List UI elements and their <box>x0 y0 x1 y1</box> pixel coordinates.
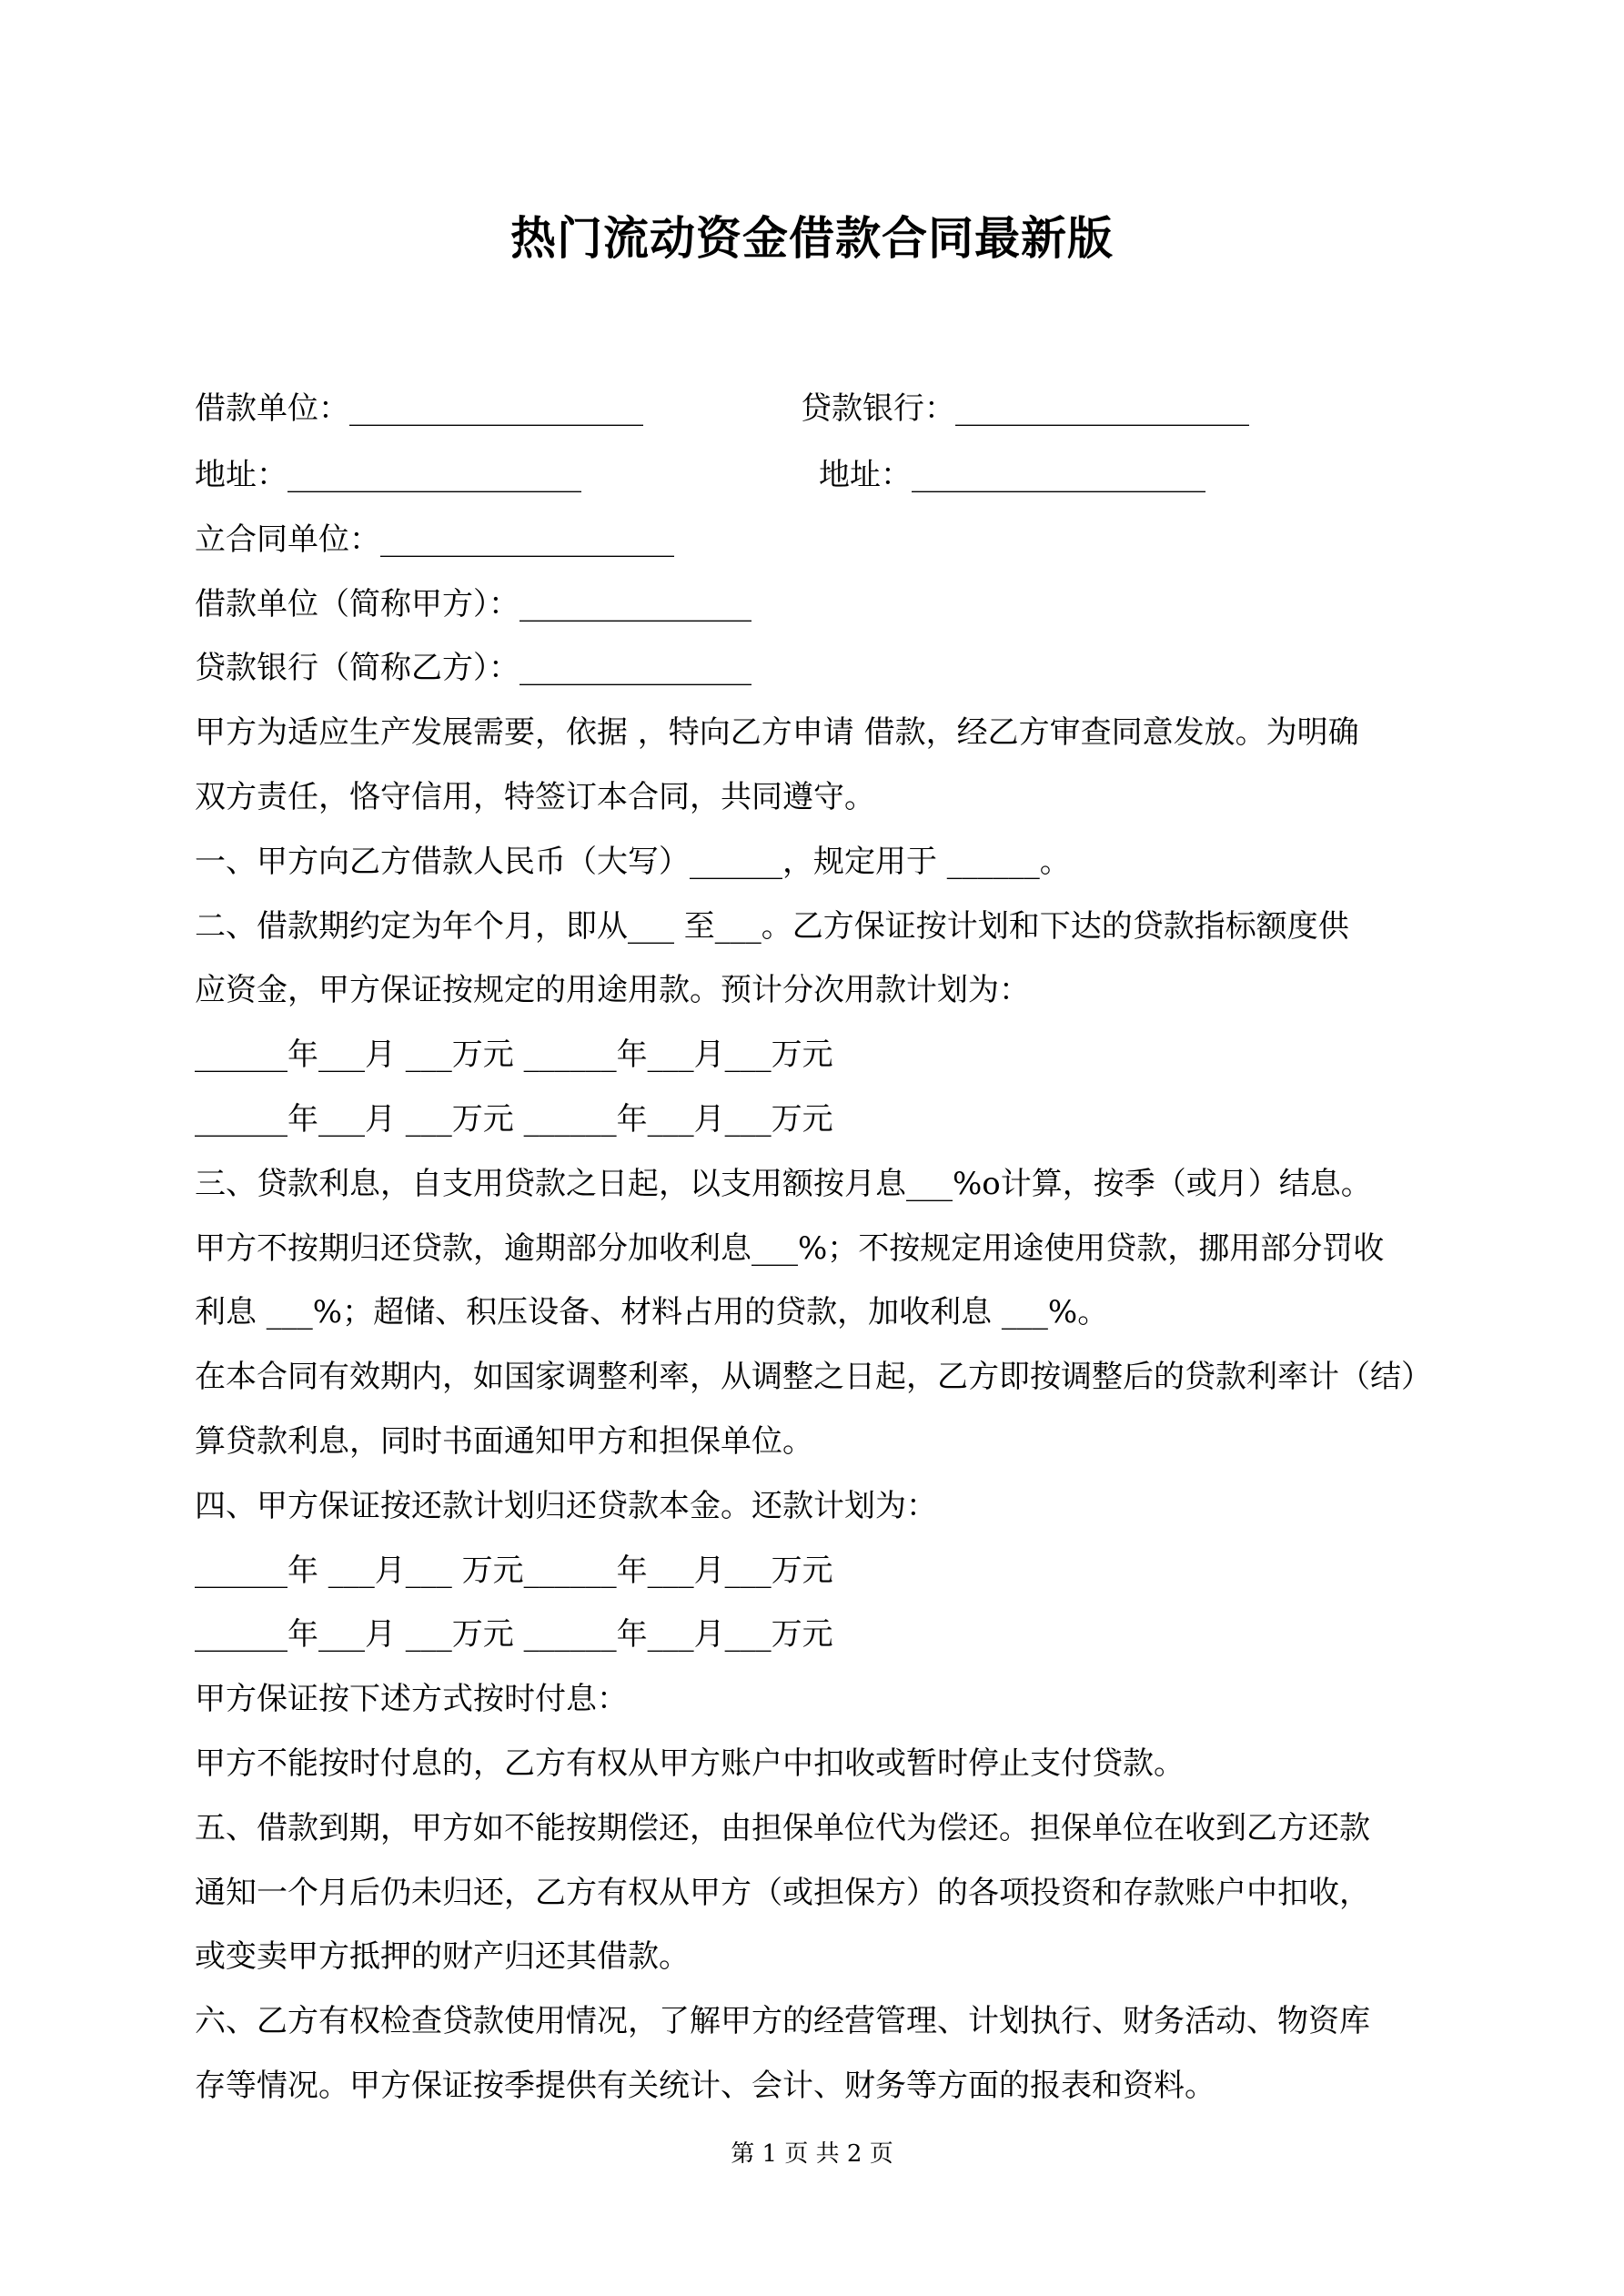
lender-short-field: 贷款银行（简称乙方）：_______________ <box>195 650 751 686</box>
body-line: 在本合同有效期内，如国家调整利率，从调整之日起，乙方即按调整后的贷款利率计（结） <box>195 1359 1432 1395</box>
body-line: 甲方不按期归还贷款，逾期部分加收利息___%；不按规定用途使用贷款，挪用部分罚收 <box>195 1230 1385 1267</box>
body-line: 算贷款利息，同时书面通知甲方和担保单位。 <box>195 1423 813 1460</box>
body-line: 甲方不能按时付息的，乙方有权从甲方账户中扣收或暂时停止支付贷款。 <box>195 1745 1185 1782</box>
borrower-unit-field: 借款单位：___________________ <box>195 390 643 427</box>
contract-unit-field: 立合同单位：___________________ <box>195 521 674 558</box>
clause-3: 三、贷款利息，自支用贷款之日起，以支用额按月息___%o计算，按季（或月）结息。 <box>195 1166 1372 1202</box>
schedule-line: ______年 ___月___ 万元______年___月___万元 <box>195 1553 833 1589</box>
body-line: 存等情况。甲方保证按季提供有关统计、会计、财务等方面的报表和资料。 <box>195 2068 1215 2104</box>
clause-4: 四、甲方保证按还款计划归还贷款本金。还款计划为： <box>195 1488 937 1524</box>
borrower-short-field: 借款单位（简称甲方）：_______________ <box>195 586 751 622</box>
borrower-address-field: 地址：___________________ <box>195 457 581 493</box>
document-title: 热门流动资金借款合同最新版 <box>510 211 1114 265</box>
body-line: 应资金，甲方保证按规定的用途用款。预计分次用款计划为： <box>195 972 1030 1008</box>
body-line: 通知一个月后仍未归还，乙方有权从甲方（或担保方）的各项投资和存款账户中扣收， <box>195 1875 1370 1911</box>
page-number: 第 1 页 共 2 页 <box>731 2140 893 2168</box>
body-line: 甲方保证按下述方式按时付息： <box>195 1681 628 1717</box>
body-line: 利息 ___%；超储、积压设备、材料占用的贷款，加收利息 ___%。 <box>195 1294 1109 1330</box>
clause-2: 二、借款期约定为年个月，即从___ 至___。乙方保证按计划和下达的贷款指标额度供 <box>195 908 1349 945</box>
body-line: 甲方为适应生产发展需要，依据 ，特向乙方申请 借款，经乙方审查同意发放。为明确 <box>195 714 1359 751</box>
body-line: 或变卖甲方抵押的财产归还其借款。 <box>195 1938 690 1975</box>
clause-5: 五、借款到期，甲方如不能按期偿还，由担保单位代为偿还。担保单位在收到乙方还款 <box>195 1810 1370 1846</box>
clause-1: 一、甲方向乙方借款人民币（大写）______，规定用于 ______。 <box>195 844 1071 880</box>
schedule-line: ______年___月 ___万元 ______年___月___万元 <box>195 1037 833 1073</box>
lender-address-field: 地址：___________________ <box>819 457 1205 493</box>
lender-bank-field: 贷款银行：___________________ <box>801 390 1249 427</box>
schedule-line: ______年___月 ___万元 ______年___月___万元 <box>195 1616 833 1653</box>
body-line: 双方责任，恪守信用，特签订本合同，共同遵守。 <box>195 779 875 815</box>
clause-6: 六、乙方有权检查贷款使用情况，了解甲方的经营管理、计划执行、财务活动、物资库 <box>195 2003 1370 2039</box>
schedule-line: ______年___月 ___万元 ______年___月___万元 <box>195 1101 833 1138</box>
